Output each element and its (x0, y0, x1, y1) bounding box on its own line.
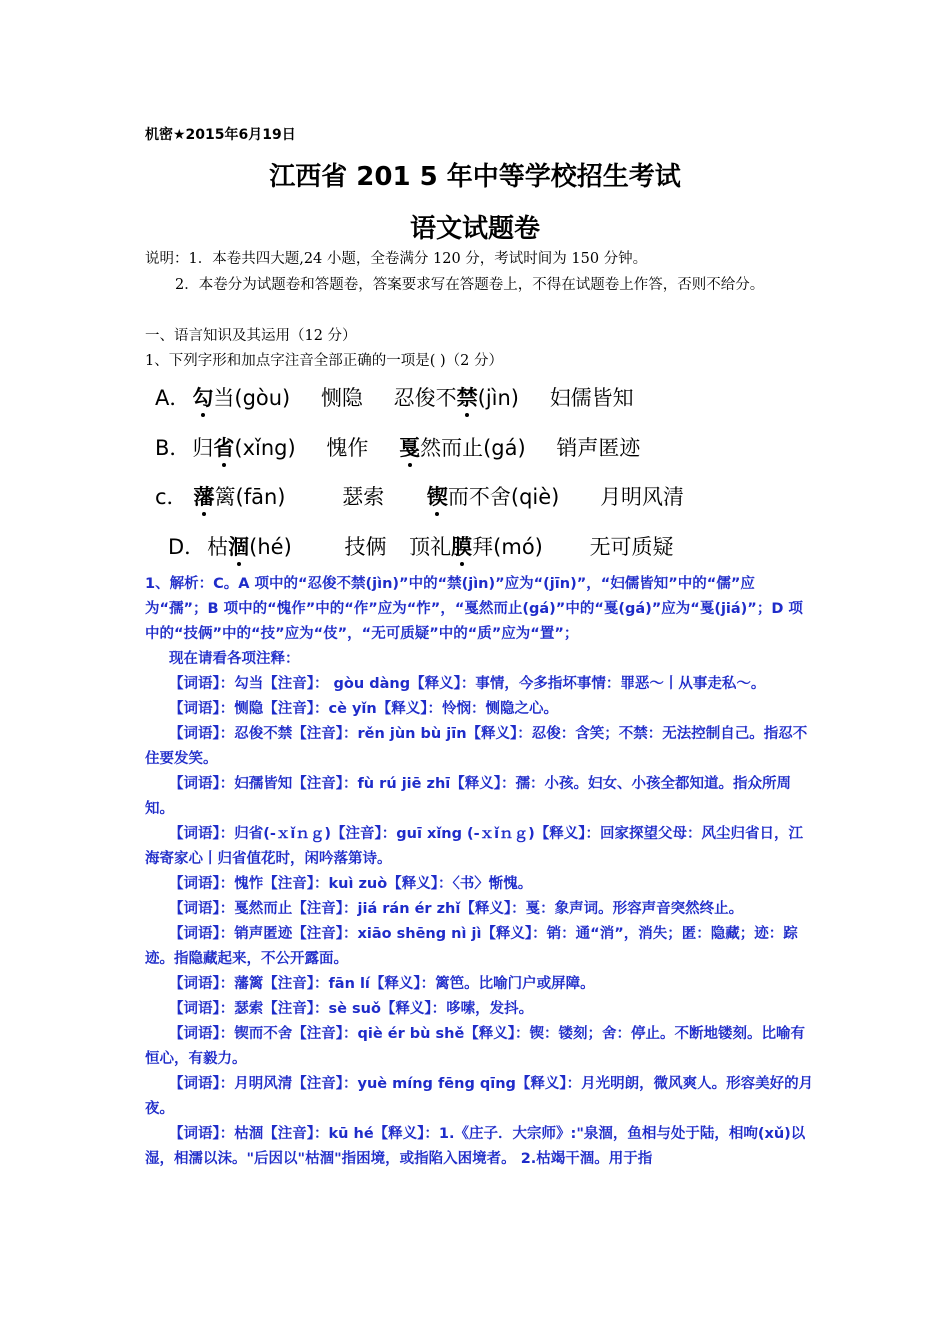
answer-intro: 现在请看各项注释： (169, 651, 300, 667)
dotted-char: 藩 (193, 485, 215, 509)
dotted-char: 锲 (426, 485, 448, 509)
glossary-entry: 【词语】：忍俊不禁【注音】：rěn jùn bù jīn【释义】：忍俊：含笑；不禁：无法控制自己。指忍不住要发笑。 (145, 726, 808, 767)
dotted-char: 省 (213, 436, 235, 460)
glossary-entry: 【词语】：销声匿迹【注音】：xiāo shēng nì jì【释义】：销：通“消”，消失；匿：隐藏；迹：踪迹。指隐藏起来，不公开露面。 (145, 926, 798, 967)
option-text: 然而止(gá) (420, 436, 526, 460)
question-1: 1、下列字形和加点字注音全部正确的一项是( )（2 分） (145, 353, 503, 369)
instruction-2: 2．本卷分为试题卷和答题卷，答案要求写在答题卷上，不得在试题卷上作答，否则不给分。 (175, 277, 765, 293)
option-c (155, 481, 708, 511)
option-text: 月明风清 (600, 485, 685, 509)
option-label: A． (155, 386, 191, 410)
option-a (155, 382, 658, 412)
option-text: 顶礼 (409, 535, 452, 559)
option-text: 恻隐 (320, 386, 363, 410)
option-text: 篱(fān) (214, 485, 286, 509)
glossary-entry: 【词语】：瑟索【注音】：sè suǒ【释义】：哆嗦，发抖。 (169, 1001, 534, 1017)
option-text: 枯 (207, 535, 229, 559)
option-text: 愧作 (326, 436, 369, 460)
option-label: c． (155, 485, 188, 509)
option-text: 销声匿迹 (556, 436, 641, 460)
glossary-entry: 【词语】：枯涸【注音】：kū hé【释义】：1.《庄子．大宗师》:"泉涸，鱼相与处于陆，相呴(xǔ)以湿，相濡以沫。"后因以"枯涸"指困境，或指陷入困境者。 2.枯竭干涸。用于指 (145, 1126, 806, 1167)
option-d (168, 531, 698, 561)
glossary-entry: 【词语】：愧怍【注音】：kuì zuò【释义】：〈书〉惭愧。 (169, 876, 533, 892)
exam-subtitle: 语文试题卷 (409, 214, 540, 244)
glossary-entry: 【词语】：妇孺皆知【注音】：fù rú jiē zhī【释义】：孺：小孩。妇女、小孩全都知道。指众所周知。 (145, 776, 792, 817)
option-text: 当(gòu) (213, 386, 291, 410)
glossary-entry: 【词语】：藩篱【注音】：fān lí【释义】：篱笆。比喻门户或屏障。 (169, 976, 595, 992)
option-text: 无可质疑 (589, 535, 674, 559)
option-text: 归 (192, 436, 214, 460)
option-text: 技俩 (344, 535, 387, 559)
section-heading: 一、语言知识及其运用（12 分） (145, 328, 357, 344)
instruction-1: 说明：1．本卷共四大题,24 小题，全卷满分 120 分，考试时间为 150 分钟。 (145, 251, 648, 267)
option-text: (hé) (249, 535, 292, 559)
glossary-entry: 【词语】：戛然而止【注音】：jiá rán ér zhǐ【释义】：戛：象声词。形容声音突然终止。 (169, 901, 744, 917)
option-text: 忍俊不 (393, 386, 457, 410)
glossary-entry: 【词语】：月明风清【注音】：yuè míng fēng qīng【释义】：月光明朗，微风爽人。形容美好的月夜。 (145, 1076, 814, 1117)
option-text: 拜(mó) (472, 535, 543, 559)
glossary-entry: 【词语】：归省(-ｘǐｎｇ)【注音】：guī xǐng (-ｘǐｎｇ)【释义】：回家探望父母：风尘归省日，江海寄家心丨归省值花时，闲吟落第诗。 (145, 826, 804, 867)
answer-explanation (145, 572, 817, 1172)
dotted-char: 勾 (192, 386, 214, 410)
option-label: D． (168, 535, 206, 559)
option-text: (xǐng) (234, 436, 296, 460)
glossary-entry: 【词语】：勾当【注音】： gòu dàng【释义】：事情，今多指坏事情：罪恶～丨从事走私～。 (169, 676, 766, 692)
dotted-char: 禁 (456, 386, 478, 410)
dotted-char: 戛 (399, 436, 421, 460)
option-text: 而不舍(qiè) (447, 485, 560, 509)
confidential-header: 机密★2015年6月19日 (145, 127, 296, 143)
exam-title: 江西省 201 5 年中等学校招生考试 (269, 162, 681, 192)
answer-summary: 1、解析：C。A 项中的“忍俊不禁(jìn)”中的“禁(jìn)”应为“(jīn)”，“妇儒皆知”中的“儒”应为“孺”；B 项中的“愧作”中的“作”应为“怍”，“戛然而止(gá)”中的“戛(gá)”应为“戛(jiá)”；D 项中的“技俩”中的“技”应为“伎”，“无可质疑”中的“质”应为“置”； (145, 576, 803, 642)
dotted-char: 涸 (228, 535, 250, 559)
option-text: 瑟索 (342, 485, 385, 509)
option-label: B． (155, 436, 191, 460)
option-text: 妇儒皆知 (549, 386, 634, 410)
glossary-entry: 【词语】：锲而不舍【注音】：qiè ér bù shě【释义】：锲：镂刻；舍：停止。不断地镂刻。比喻有恒心，有毅力。 (145, 1026, 806, 1067)
glossary-entry: 【词语】：恻隐【注音】：cè yǐn【释义】：怜悯：恻隐之心。 (169, 701, 558, 717)
option-b (155, 432, 664, 462)
option-text: (jìn) (477, 386, 519, 410)
dotted-char: 膜 (451, 535, 473, 559)
